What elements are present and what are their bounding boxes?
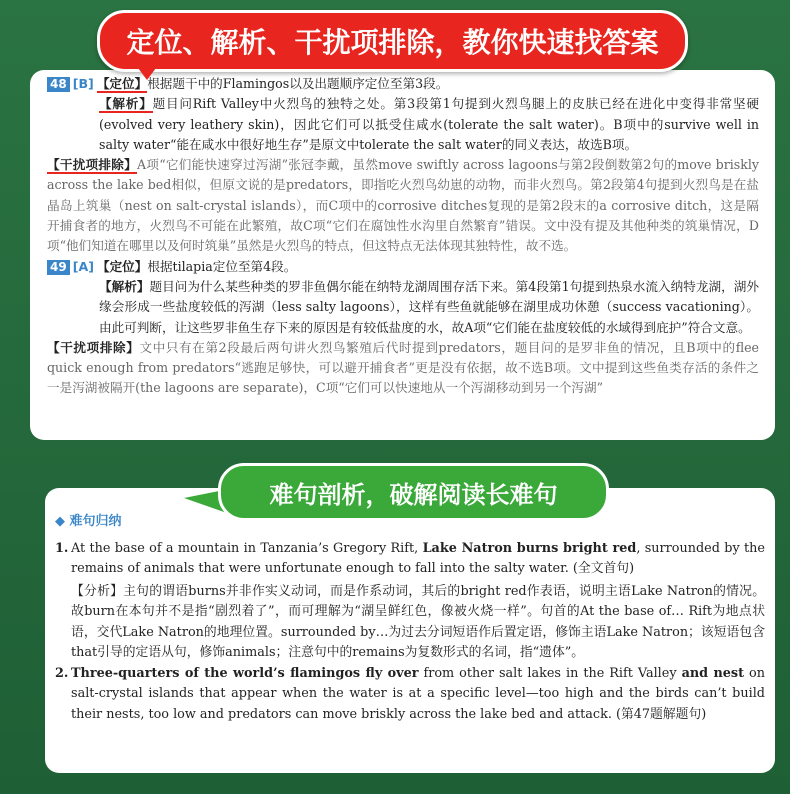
section-title-text: 难句归纳 bbox=[69, 514, 122, 529]
q49-analysis-text: 题目问为什么某些种类的罗非鱼偶尔能在纳特龙湖周围存活下来。第4段第1句提到热泉水流入纳特龙湖，湖外缘会形成一些盐度较低的泻湖（less salty lagoons），这样有些鱼就能够在湖里成功休憩（success vacationing）。由此可判断，让这些罗非鱼生存下来的原因是有较低盐度的水，故A项“它们能在盐度较低的水域得到庇护”符合文意。 bbox=[99, 278, 760, 335]
sentence-2-bold-1: Three-quarters of the world’s flamingos fly over bbox=[71, 665, 419, 681]
sentence-2-post: on salt-crystal islands that appear when the water is at a specific level—too high and the birds can’t build their nests, too low and predators can move briskly across the lake bed and attack. (第47题解题句) bbox=[71, 665, 766, 722]
top-banner-pointer bbox=[135, 64, 159, 80]
sentence-2-number: 2. bbox=[55, 665, 69, 681]
sentence-2-text bbox=[71, 664, 765, 726]
q49-distractor bbox=[47, 338, 759, 399]
q49-analysis bbox=[47, 277, 759, 338]
sentence-1-text bbox=[71, 539, 765, 580]
q49-distractor-text: 文中只有在第2段最后两句讲火烈鸟繁殖后代时提到predators，题目问的是罗非鱼的情况，且B项中的flee quick enough from predators“逃跑足够快，可以避开捕食者”更是没有依据，故不选B项。文中提到这些鱼类存活的条件之一是泻湖被隔开(the lagoons are separate)，C项“它们可以快速地从一个泻湖移动到另一个泻湖” bbox=[47, 339, 760, 396]
distractor-tag: 【干扰项排除】 bbox=[47, 157, 137, 173]
q49-answer: [A] bbox=[72, 258, 94, 274]
q49-locate bbox=[47, 257, 759, 277]
q49-distractor-tag: 【干扰项排除】 bbox=[47, 339, 140, 355]
diamond-icon: ◆ bbox=[55, 514, 70, 529]
sentence-2-bold-2: and nest bbox=[681, 665, 745, 681]
locate-tag: 【定位】 bbox=[96, 76, 148, 91]
sentence-1-number: 1. bbox=[55, 540, 69, 556]
sentence-1-post: , surrounded by the remains of animals that were unfortunate enough to fall into the salty water. (全文首句) bbox=[71, 540, 765, 576]
sentence-analysis-content bbox=[55, 510, 765, 727]
sentence-1-pre: At the base of a mountain in Tanzania’s Gregory Rift, bbox=[71, 540, 423, 556]
q48-distractor-text: A项“它们能快速穿过泻湖”张冠李戴，虽然move swiftly across lagoons与第2段倒数第2句的move briskly across the lake bed相似，但原文说的是predators，即指吃火烈鸟幼崽的动物，而非火烈鸟。第2段第4句提到火烈鸟是在盐晶岛上筑巢（nest on salt-crystal islands），而C项中的corrosive ditches复现的是第2段末的a corrosive ditch，这是隔开捕食者的地方，火烈鸟不可能在此繁殖，故C项“它们在腐蚀性水沟里自然繁育”错误。文中没有提及其他种类的筑巢情况，D项“他们知道在哪里以及何时筑巢”虽然是火烈鸟的特点，但这特点无法体现其独特性，故不选。 bbox=[47, 157, 760, 254]
q49-number: 49 bbox=[47, 260, 70, 275]
q49-locate-tag: 【定位】 bbox=[96, 258, 148, 274]
answer-analysis-content bbox=[47, 74, 759, 399]
q49-analysis-tag: 【解析】 bbox=[99, 278, 150, 294]
sentence-2-mid: from other salt lakes in the Rift Valley bbox=[418, 665, 682, 681]
q48-analysis bbox=[47, 94, 759, 155]
q48-distractor bbox=[47, 155, 759, 256]
analysis-tag: 【解析】 bbox=[99, 96, 153, 112]
top-banner bbox=[97, 10, 688, 72]
mid-banner-text: 难句剖析，破解阅读长难句 bbox=[269, 480, 558, 509]
top-banner-text: 定位、解析、干扰项排除，教你快速找答案 bbox=[126, 26, 659, 59]
sentence-1-bold: Lake Natron burns bright red bbox=[422, 540, 637, 556]
sentence-1 bbox=[55, 539, 765, 580]
q48-answer: [B] bbox=[72, 76, 94, 91]
sentence-2 bbox=[55, 664, 765, 726]
q48-analysis-text: 题目问Rift Valley中火烈鸟的独特之处。第3段第1句提到火烈鸟腿上的皮肤已经在进化中变得非常坚硬(evolved very leathery skin)，因此它们可以抵受住咸水(tolerate the salt water)。B项中的survive well in salty water“能在咸水中很好地生存”是原文中tolerate the salt water的同义表达，故选B项。 bbox=[99, 96, 759, 152]
q48-number: 48 bbox=[47, 77, 70, 92]
sentence-1-analysis: 【分析】主句的谓语burns并非作实义动词，而是作系动词，其后的bright red作表语，说明主语Lake Natron的情况。故burn在本句并不是指“剧烈着了”，而可理解为“湖呈鲜红色，像被火烧一样”。句首的At the base of… Rift为地点状语，交代Lake Natron的地理位置。surrounded by…为过去分词短语作后置定语，修饰主语Lake Natron；该短语包含that引导的定语从句，修饰animals；注意句中的remains为复数形式的名词，指“遗体”。 bbox=[71, 583, 765, 660]
mid-banner bbox=[218, 463, 609, 521]
q48-locate-text: 根据题干中的Flamingos以及出题顺序定位至第3段。 bbox=[147, 76, 449, 91]
q49-locate-text: 根据tilapia定位至第4段。 bbox=[147, 258, 297, 274]
